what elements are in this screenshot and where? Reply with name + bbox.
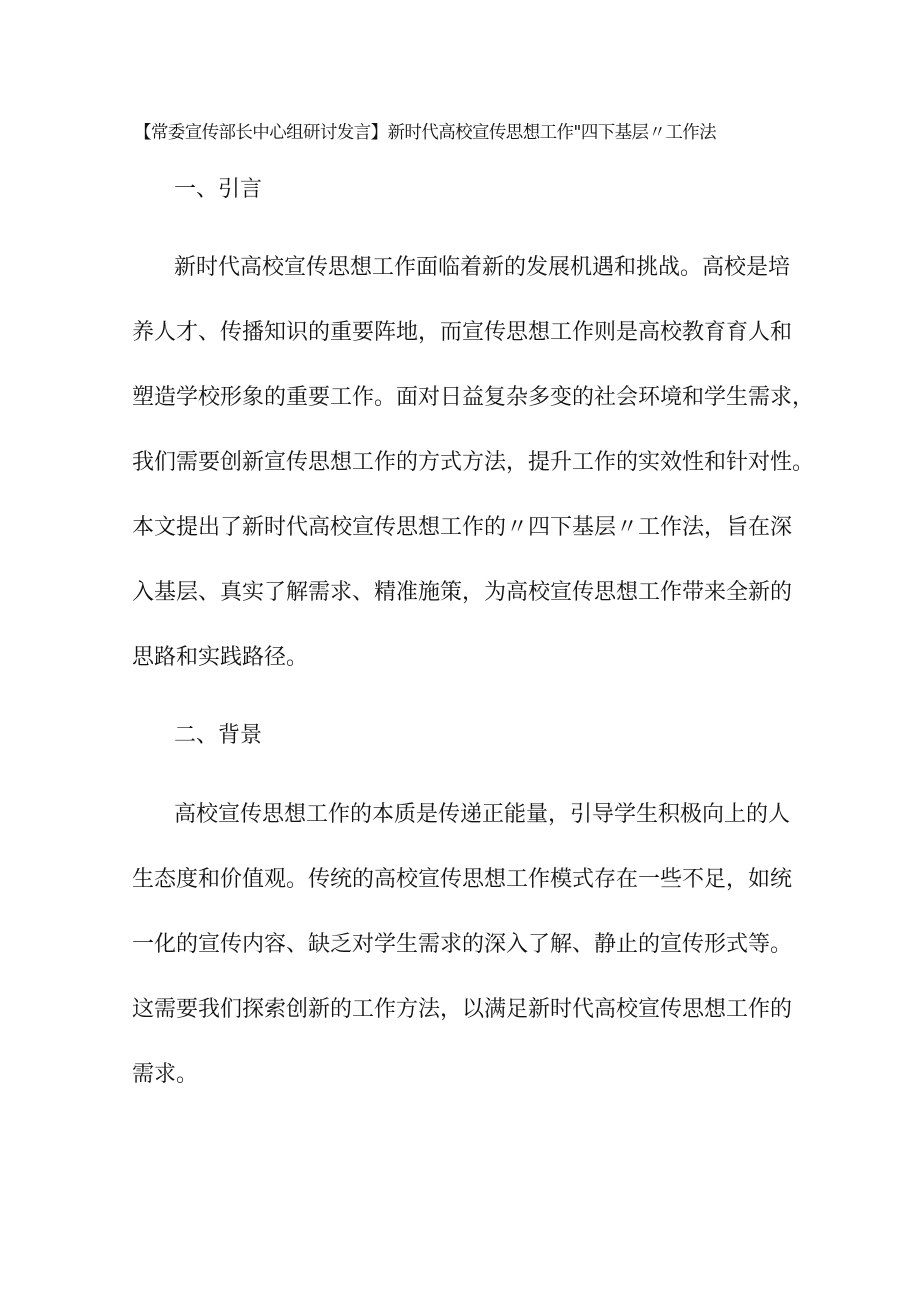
paragraph-line: 本文提出了新时代高校宣传思想工作的〃四下基层〃工作法，旨在深 [132,515,793,540]
paragraph-line: 需求。 [132,1062,199,1087]
paragraph-line: 一化的宣传内容、缺乏对学生需求的深入了解、静止的宣传形式等。 [132,932,793,957]
paragraph-line: 塑造学校形象的重要工作。面对日益复杂多变的社会环境和学生需求， [132,385,815,410]
paragraph-line: 生态度和价值观。传统的高校宣传思想工作模式存在一些不足，如统 [132,867,793,892]
section-heading-background: 二、背景 [174,723,263,748]
paragraph-line: 高校宣传思想工作的本质是传递正能量，引导学生积极向上的人 [174,802,791,827]
paragraph-line: 我们需要创新宣传思想工作的方式方法，提升工作的实效性和针对性。 [132,450,815,475]
paragraph-line: 新时代高校宣传思想工作面临着新的发展机遇和挑战。高校是培 [174,255,791,280]
paragraph-line: 这需要我们探索创新的工作方法，以满足新时代高校宣传思想工作的 [132,997,793,1022]
section-heading-introduction: 一、引言 [174,177,263,202]
document-title: 【常委宣传部长中心组研讨发言】新时代高校宣传思想工作"四下基层〃工作法 [134,123,717,143]
paragraph-line: 入基层、真实了解需求、精准施策，为高校宣传思想工作带来全新的 [132,580,793,605]
paragraph-line: 思路和实践路径。 [132,645,309,670]
paragraph-line: 养人才、传播知识的重要阵地，而宣传思想工作则是高校教育育人和 [132,320,793,345]
